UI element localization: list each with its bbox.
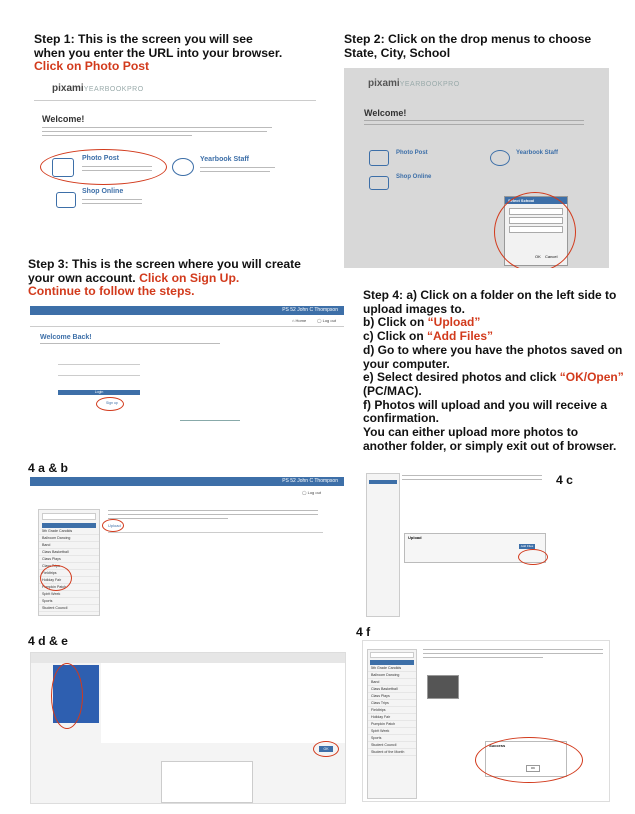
username-field[interactable] xyxy=(58,358,140,365)
home-link[interactable]: ⌂ Home xyxy=(292,318,307,323)
step2-line2: State, City, School xyxy=(344,45,451,60)
yearbook-staff-link[interactable]: Yearbook Staff xyxy=(516,150,559,156)
shop-online-link[interactable]: Shop Online xyxy=(396,174,432,180)
new-folder-button[interactable] xyxy=(42,513,96,520)
highlight-oval xyxy=(51,663,83,729)
step4ab-screenshot xyxy=(30,477,344,617)
step4-l7b: “OK/Open” xyxy=(559,370,624,385)
pixami-logo xyxy=(52,83,144,94)
text-line xyxy=(200,171,270,172)
folder-item[interactable]: Band xyxy=(39,542,99,549)
step4-l11: You can either upload more photos to xyxy=(363,425,579,440)
step4-l6: your computer. xyxy=(363,356,450,371)
step3-line1: Step 3: This is the screen where you will create xyxy=(28,257,301,271)
folder-item[interactable]: Class Trips xyxy=(368,700,416,707)
folder-item[interactable]: Student Council xyxy=(368,742,416,749)
logo-main: pixami xyxy=(368,78,400,89)
folder-item[interactable]: 5th Grade Candids xyxy=(39,528,99,535)
remember-me[interactable] xyxy=(58,376,140,384)
file-list xyxy=(101,663,345,743)
text-line xyxy=(364,124,584,125)
login-button[interactable]: Login xyxy=(58,390,140,395)
staff-icon xyxy=(490,150,510,166)
yearbook-staff-link[interactable]: Yearbook Staff xyxy=(200,156,250,163)
highlight-oval xyxy=(494,192,576,268)
folder-sidebar xyxy=(38,509,100,616)
highlight-oval xyxy=(40,565,72,591)
step4-l2: upload images to. xyxy=(363,301,466,316)
uploaded-thumbnail[interactable] xyxy=(427,675,459,699)
step3-screenshot xyxy=(30,306,344,432)
step4c-screenshot xyxy=(362,471,548,617)
pixami-logo-gray xyxy=(368,78,460,89)
step1-line2: when you enter the URL into your browser. xyxy=(34,45,283,60)
divider xyxy=(34,100,316,101)
footer-links xyxy=(180,420,240,421)
text-line xyxy=(402,475,542,476)
text-line xyxy=(42,131,267,132)
text-line xyxy=(423,657,543,658)
step4-l10: confirmation. xyxy=(363,411,440,426)
folder-item[interactable]: Fieldtrips xyxy=(39,570,99,577)
select-school-title: Select School xyxy=(505,197,567,204)
shop-online-link[interactable]: Shop Online xyxy=(82,188,124,195)
photo-post-header xyxy=(369,480,397,484)
logo-sub: YEARBOOKPRO xyxy=(83,86,144,93)
highlight-oval xyxy=(313,741,339,757)
folder-item[interactable]: 5th Grade Candids xyxy=(368,665,416,672)
text-line xyxy=(42,135,192,136)
folder-item[interactable]: Fieldtrips xyxy=(368,707,416,714)
text-line xyxy=(108,518,228,519)
step3-line3: Continue to follow the steps. xyxy=(28,284,195,298)
folder-item[interactable]: Ballroom Dancing xyxy=(368,672,416,679)
step4-l4b: “Add Files” xyxy=(427,329,494,344)
text-line xyxy=(82,203,142,204)
success-ok-button[interactable]: OK xyxy=(526,765,540,772)
cancel-button[interactable]: Cancel xyxy=(545,254,558,259)
folder-item[interactable]: Sports xyxy=(39,598,99,605)
photo-post-link[interactable]: Photo Post xyxy=(396,150,428,156)
folder-item[interactable]: Holiday Fair xyxy=(368,714,416,721)
folder-item[interactable]: Student Council xyxy=(39,605,99,612)
text-line xyxy=(108,510,318,511)
step4-l12: another folder, or simply exit out of browser. xyxy=(363,438,617,453)
logout-link[interactable]: ◯ Log out xyxy=(302,490,321,495)
folder-item[interactable]: Class Basketball xyxy=(39,549,99,556)
sign-up-link[interactable]: Sign up xyxy=(106,401,118,405)
text-line xyxy=(40,343,220,344)
step4-l5: d) Go to where you have the photos saved on xyxy=(363,342,623,357)
highlight-oval xyxy=(96,397,124,411)
text-line xyxy=(108,514,318,515)
folder-item[interactable]: Pumpkin Patch xyxy=(368,721,416,728)
divider xyxy=(108,532,323,533)
folder-item[interactable]: Band xyxy=(368,679,416,686)
success-title: Success xyxy=(489,743,506,748)
step3-line2b: Click on Sign Up. xyxy=(139,270,240,285)
step1-line1: Step 1: This is the screen you will see xyxy=(34,32,253,46)
text-line xyxy=(82,199,142,200)
folder-item[interactable]: Class Basketball xyxy=(368,686,416,693)
logout-label: Log out xyxy=(322,318,336,323)
highlight-oval xyxy=(518,549,548,565)
divider xyxy=(30,326,344,327)
step2-heading xyxy=(344,33,629,60)
logo-main: pixami xyxy=(52,83,84,94)
logout-label: Log out xyxy=(307,490,321,495)
password-field[interactable] xyxy=(58,365,140,376)
welcome-title: Welcome! xyxy=(364,108,407,118)
photo-post-link[interactable]: Photo Post xyxy=(82,155,119,162)
folder-item[interactable]: Class Plays xyxy=(39,556,99,563)
upload-dialog-title: Upload xyxy=(408,535,422,540)
folder-item[interactable]: Class Plays xyxy=(368,693,416,700)
folder-item[interactable]: Pumpkin Patch xyxy=(39,584,99,591)
step1-screenshot xyxy=(34,80,316,223)
label-4c: 4 c xyxy=(556,473,573,487)
preview-page xyxy=(161,761,253,803)
welcome-title: Welcome! xyxy=(42,114,85,124)
highlight-oval xyxy=(102,519,124,532)
step4-l4a: c) Click on xyxy=(363,329,428,344)
step4-l3a: b) Click on xyxy=(363,315,428,330)
folder-item[interactable]: Student of the Month xyxy=(368,749,416,756)
logout-link[interactable]: ◯ Log out xyxy=(317,318,336,323)
step1-heading xyxy=(34,33,319,74)
text-line xyxy=(423,653,603,654)
folder-item[interactable]: Sports xyxy=(368,735,416,742)
step4-instructions xyxy=(363,289,628,453)
step3-line2a: your own account. xyxy=(28,270,140,285)
folder-item[interactable]: Ballroom Dancing xyxy=(39,535,99,542)
welcome-back-title: Welcome Back! xyxy=(40,334,92,341)
upload-tab[interactable]: Upload xyxy=(108,523,121,528)
step4de-screenshot xyxy=(30,652,346,804)
photo-post-icon xyxy=(369,150,389,166)
new-folder-button[interactable] xyxy=(370,652,414,658)
cart-icon xyxy=(56,192,76,208)
folder-sidebar xyxy=(367,649,417,799)
cart-icon xyxy=(369,176,389,190)
open-button[interactable]: OK xyxy=(319,746,333,752)
text-line xyxy=(42,127,272,128)
step4-l9: f) Photos will upload and you will receive a xyxy=(363,397,608,412)
folder-item[interactable]: Class Trips xyxy=(39,563,99,570)
add-files-button[interactable]: Add Files xyxy=(520,544,534,548)
text-line xyxy=(364,120,584,121)
text-line xyxy=(402,479,542,480)
folder-item[interactable]: Spirit Week xyxy=(368,728,416,735)
step4-l7a: e) Select desired photos and click xyxy=(363,370,560,385)
step4f-screenshot xyxy=(362,640,610,802)
step4-l3b: “Upload” xyxy=(427,315,481,330)
folder-sidebar xyxy=(366,473,400,617)
user-bar: PS 52 John C Thompson xyxy=(30,306,344,315)
step2-screenshot xyxy=(344,68,609,268)
folder-item[interactable]: Spirit Week xyxy=(39,591,99,598)
finder-toolbar xyxy=(31,653,345,663)
ok-button[interactable]: OK xyxy=(535,254,541,259)
label-4de: 4 d & e xyxy=(28,634,68,648)
text-line xyxy=(423,649,603,650)
label-4ab: 4 a & b xyxy=(28,461,68,475)
logo-sub: YEARBOOKPRO xyxy=(399,81,460,88)
step3-heading xyxy=(28,258,338,299)
user-bar: PS 52 John C Thompson xyxy=(30,477,344,486)
highlight-oval xyxy=(475,737,583,783)
folder-item[interactable]: Holiday Fair xyxy=(39,577,99,584)
text-line xyxy=(200,167,275,168)
home-label: Home xyxy=(295,318,307,323)
step2-line1: Step 2: Click on the drop menus to choose xyxy=(344,32,592,46)
highlight-oval xyxy=(40,149,167,185)
login-form xyxy=(58,358,140,418)
step4-l1: Step 4: a) Click on a folder on the left side to xyxy=(363,288,617,302)
step4-l8: (PC/MAC). xyxy=(363,383,422,398)
staff-icon xyxy=(172,158,194,176)
step1-line3: Click on Photo Post xyxy=(34,59,150,73)
label-4f: 4 f xyxy=(356,625,371,639)
